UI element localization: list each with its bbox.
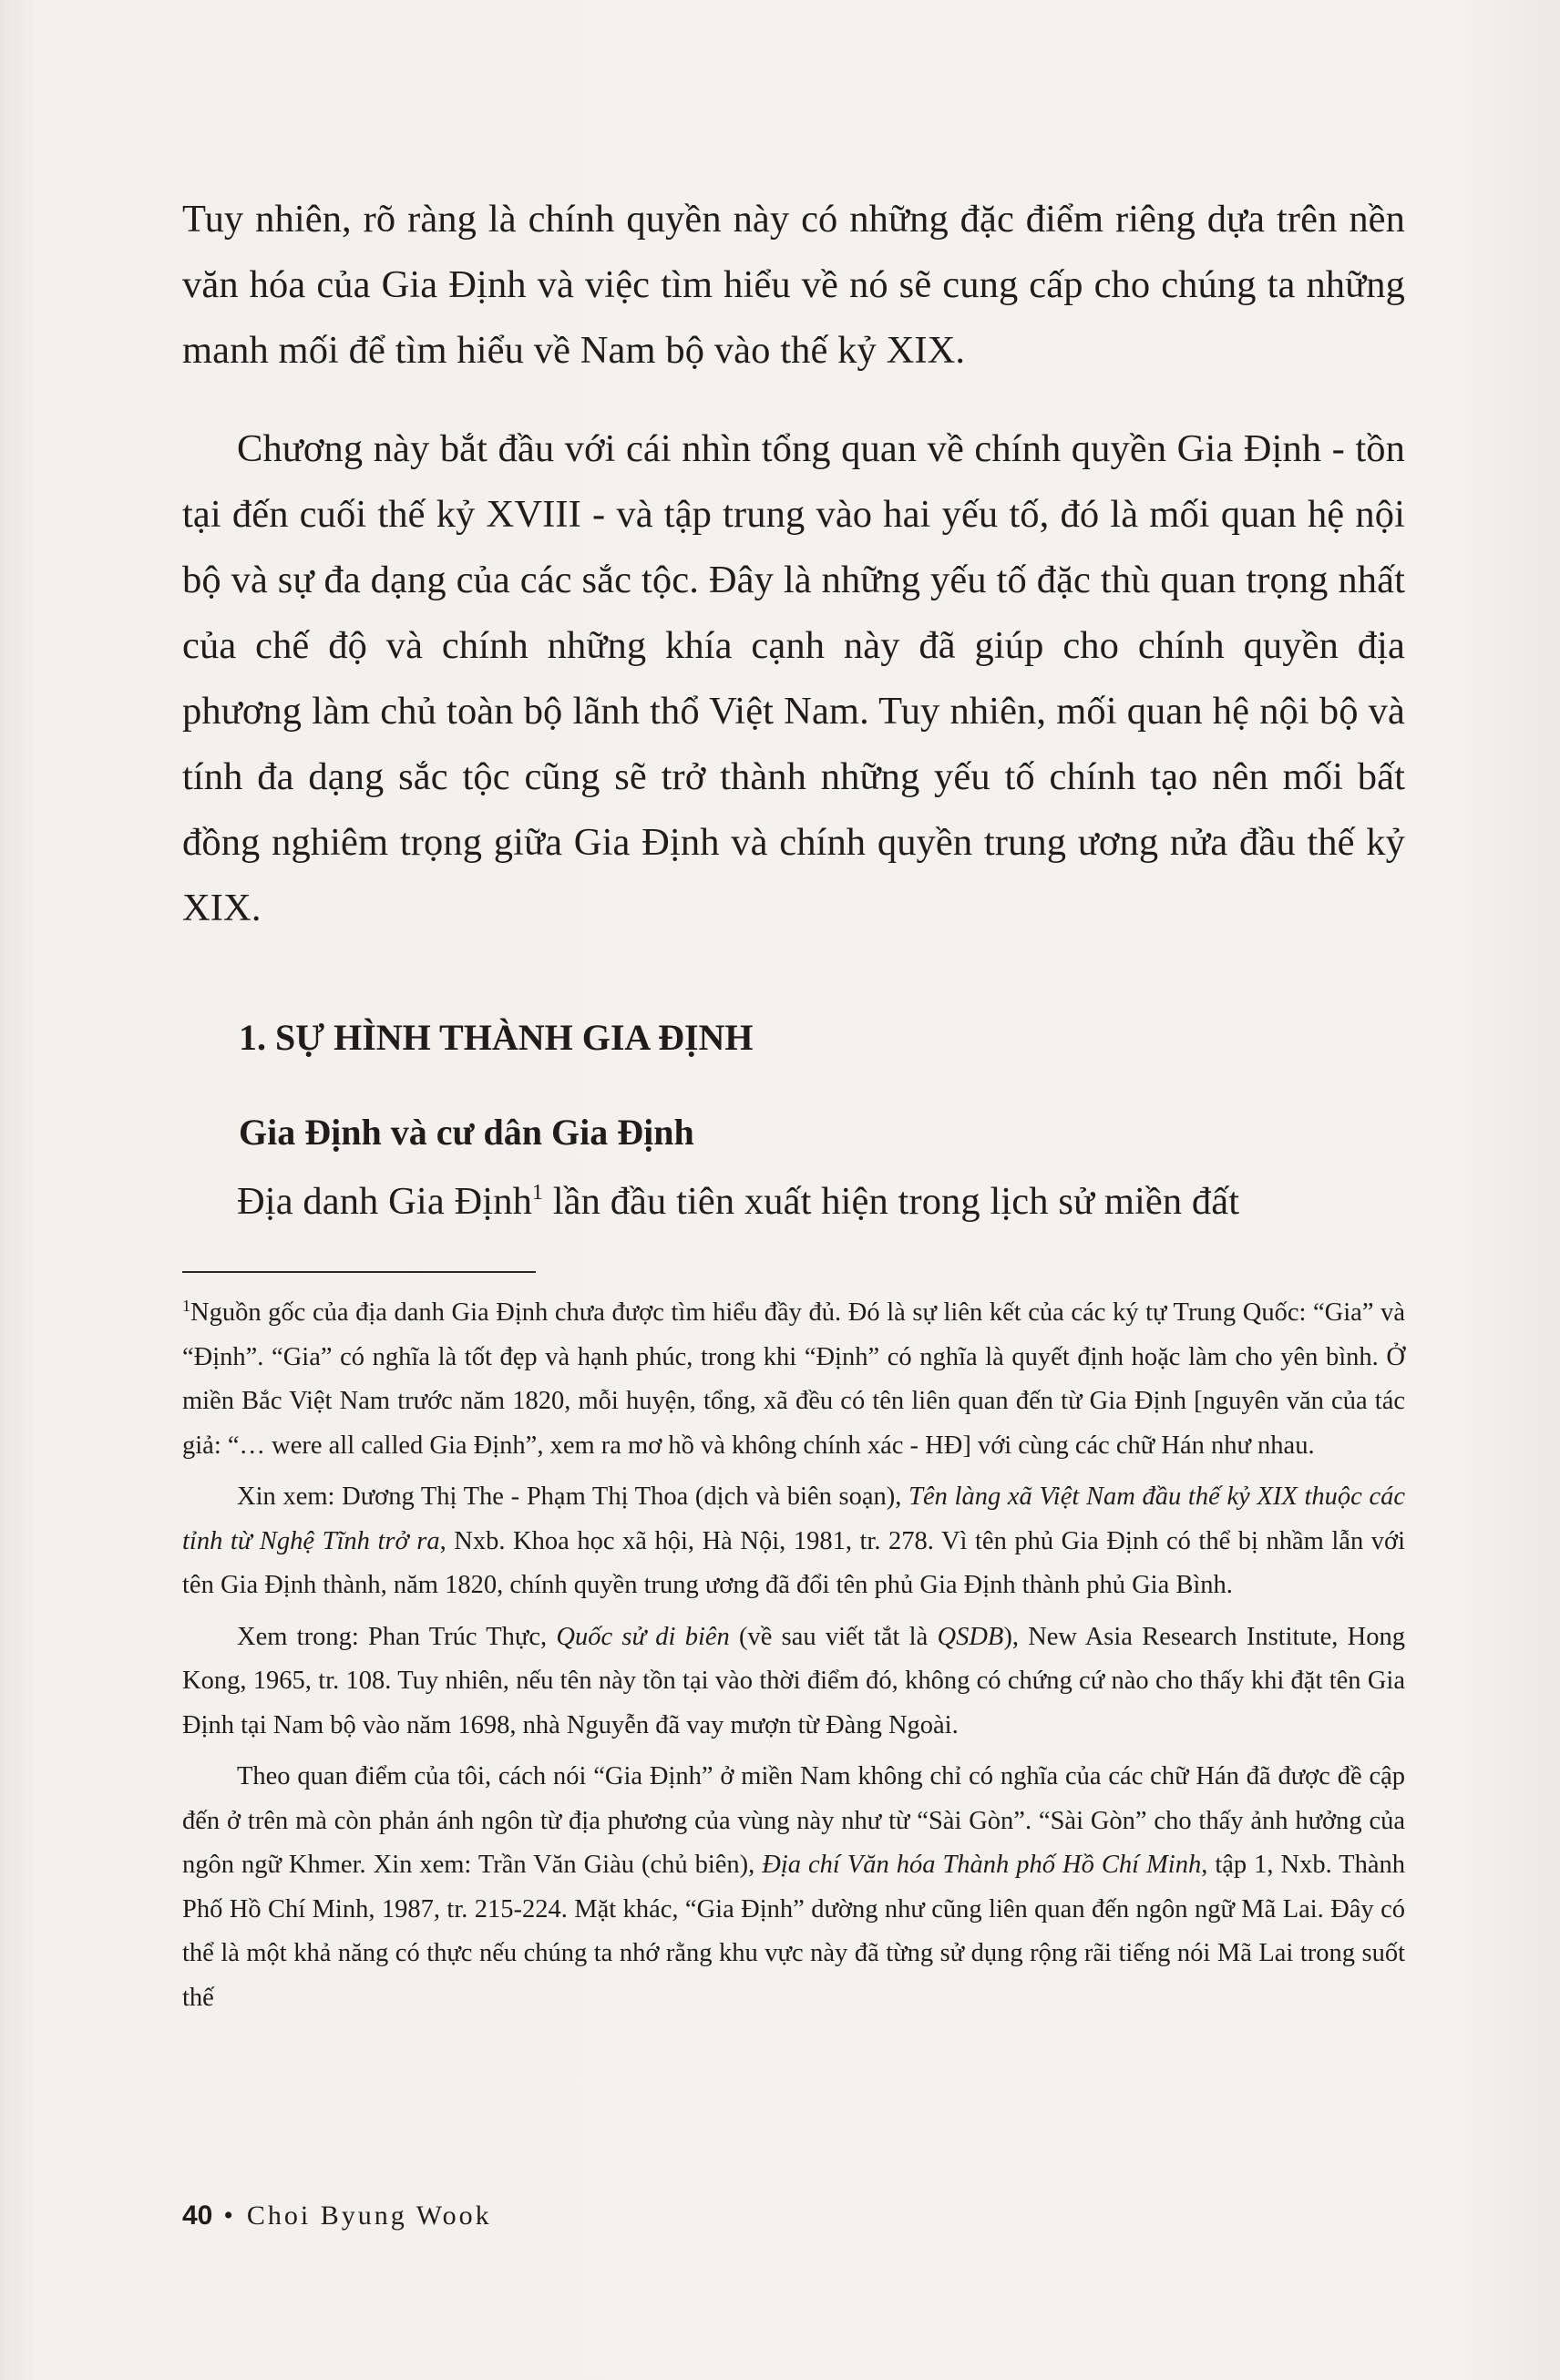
footnote-paragraph-4: [182, 1755, 1405, 2020]
page-content: [182, 187, 1405, 2027]
footnote-p2-text-a: Xin xem: Dương Thị The - Phạm Thị Thoa (dịch và biên soạn),: [237, 1482, 909, 1511]
footnote-reference-1[interactable]: 1: [531, 1181, 544, 1205]
footnote-1-text: Nguồn gốc của địa danh Gia Định chưa được tìm hiểu đầy đủ. Đó là sự liên kết của các ký tự Trung Quốc: “Gia” và “Định”. “Gia” có nghĩa là tốt đẹp và hạnh phúc, trong khi “Định” có nghĩa là quyết định hoặc làm cho yên bình. Ở miền Bắc Việt Nam trước năm 1820, mỗi huyện, tổng, xã đều có tên liên quan đến từ Gia Định [nguyên văn của tác giả: “… were all called Gia Định”, xem ra mơ hồ và không chính xác - HĐ] với cùng các chữ Hán như nhau.: [182, 1298, 1405, 1460]
body-paragraph-1: Tuy nhiên, rõ ràng là chính quyền này có những đặc điểm riêng dựa trên nền văn hóa của Gia Định và việc tìm hiểu về nó sẽ cung cấp cho chúng ta những manh mối để tìm hiểu về Nam bộ vào thế kỷ XIX.: [182, 198, 1405, 372]
author-name: Choi Byung Wook: [246, 2200, 492, 2231]
footnote-p3-text-a: Xem trong: Phan Trúc Thực,: [237, 1622, 557, 1651]
footnote-p4-text-a: Theo quan điểm của tôi, cách nói “Gia Định” ở miền Nam không chỉ có nghĩa của các chữ Hán đã được đề cập đến ở trên mà còn phản ánh ngôn từ địa phương của vùng này như từ “Sài Gòn”. “Sài Gòn” cho thấy ảnh hưởng của ngôn ngữ Khmer. Xin xem: Trần Văn Giàu (chủ biên),: [182, 1762, 1405, 1879]
footnote-p3-text-b: (về sau viết tắt là: [729, 1622, 938, 1651]
footnote-p2-text-b: , Nxb. Khoa học xã hội, Hà Nội, 1981, tr. 278. Vì tên phủ Gia Định có thể bị nhầm lẫn với tên Gia Định thành, năm 1820, chính quyền trung ương đã đổi tên phủ Gia Định thành phủ Gia Bình.: [182, 1526, 1406, 1599]
footnote-1-mark: 1: [182, 1297, 190, 1315]
footnote-paragraph-2: [182, 1475, 1405, 1608]
footnote-1: [182, 1291, 1405, 1468]
intro-text-before: Địa danh Gia Định: [237, 1180, 532, 1223]
footnote-p2-title: Tên làng xã Việt Nam đầu thế kỷ XIX thuộc các tỉnh từ Nghệ Tĩnh trở ra: [182, 1482, 1405, 1555]
footnote-divider: [182, 1271, 536, 1273]
page-footer: [182, 2198, 492, 2234]
footnote-p4-title: Địa chí Văn hóa Thành phố Hồ Chí Minh: [762, 1851, 1202, 1879]
page-number: 40: [182, 2200, 213, 2231]
footnote-p4-text-b: , tập 1, Nxb. Thành Phố Hồ Chí Minh, 1987, tr. 215-224. Mặt khác, “Gia Định” dường như cũng liên quan đến ngôn ngữ Mã Lai. Đây có thể là một khả năng có thực nếu chúng ta nhớ rằng khu vực này đã từng sử dụng rộng rãi tiếng nói Mã Lai trong suốt thế: [182, 1851, 1405, 2012]
footnote-paragraph-3: [182, 1616, 1405, 1749]
intro-text-after: lần đầu tiên xuất hiện trong lịch sử miền đất: [543, 1180, 1240, 1223]
section-heading: 1. SỰ HÌNH THÀNH GIA ĐỊNH: [239, 1017, 754, 1058]
footnote-p3-title: Quốc sử di biên: [556, 1622, 730, 1651]
sub-heading: Gia Định và cư dân Gia Định: [239, 1112, 694, 1153]
intro-paragraph: [182, 1169, 1405, 1235]
body-paragraph-2: Chương này bắt đầu với cái nhìn tổng quan về chính quyền Gia Định - tồn tại đến cuối thế kỷ XVIII - và tập trung vào hai yếu tố, đó là mối quan hệ nội bộ và sự đa dạng của các sắc tộc. Đây là những yếu tố đặc thù quan trọng nhất của chế độ và chính những khía cạnh này đã giúp cho chính quyền địa phương làm chủ toàn bộ lãnh thổ Việt Nam. Tuy nhiên, mối quan hệ nội bộ và tính đa dạng sắc tộc cũng sẽ trở thành những yếu tố chính tạo nên mối bất đồng nghiêm trọng giữa Gia Định và chính quyền trung ương nửa đầu thế kỷ XIX.: [182, 427, 1405, 929]
footer-separator: •: [223, 2200, 236, 2231]
footnote-p3-abbr: QSDB: [937, 1622, 1004, 1651]
footnote-p3-text-c: ), New Asia Research Institute, Hong Kong, 1965, tr. 108. Tuy nhiên, nếu tên này tồn tại vào thời điểm đó, không có chứng cứ nào cho thấy khi đặt tên Gia Định tại Nam bộ vào năm 1698, nhà Nguyễn đã vay mượn từ Đàng Ngoài.: [182, 1622, 1406, 1739]
